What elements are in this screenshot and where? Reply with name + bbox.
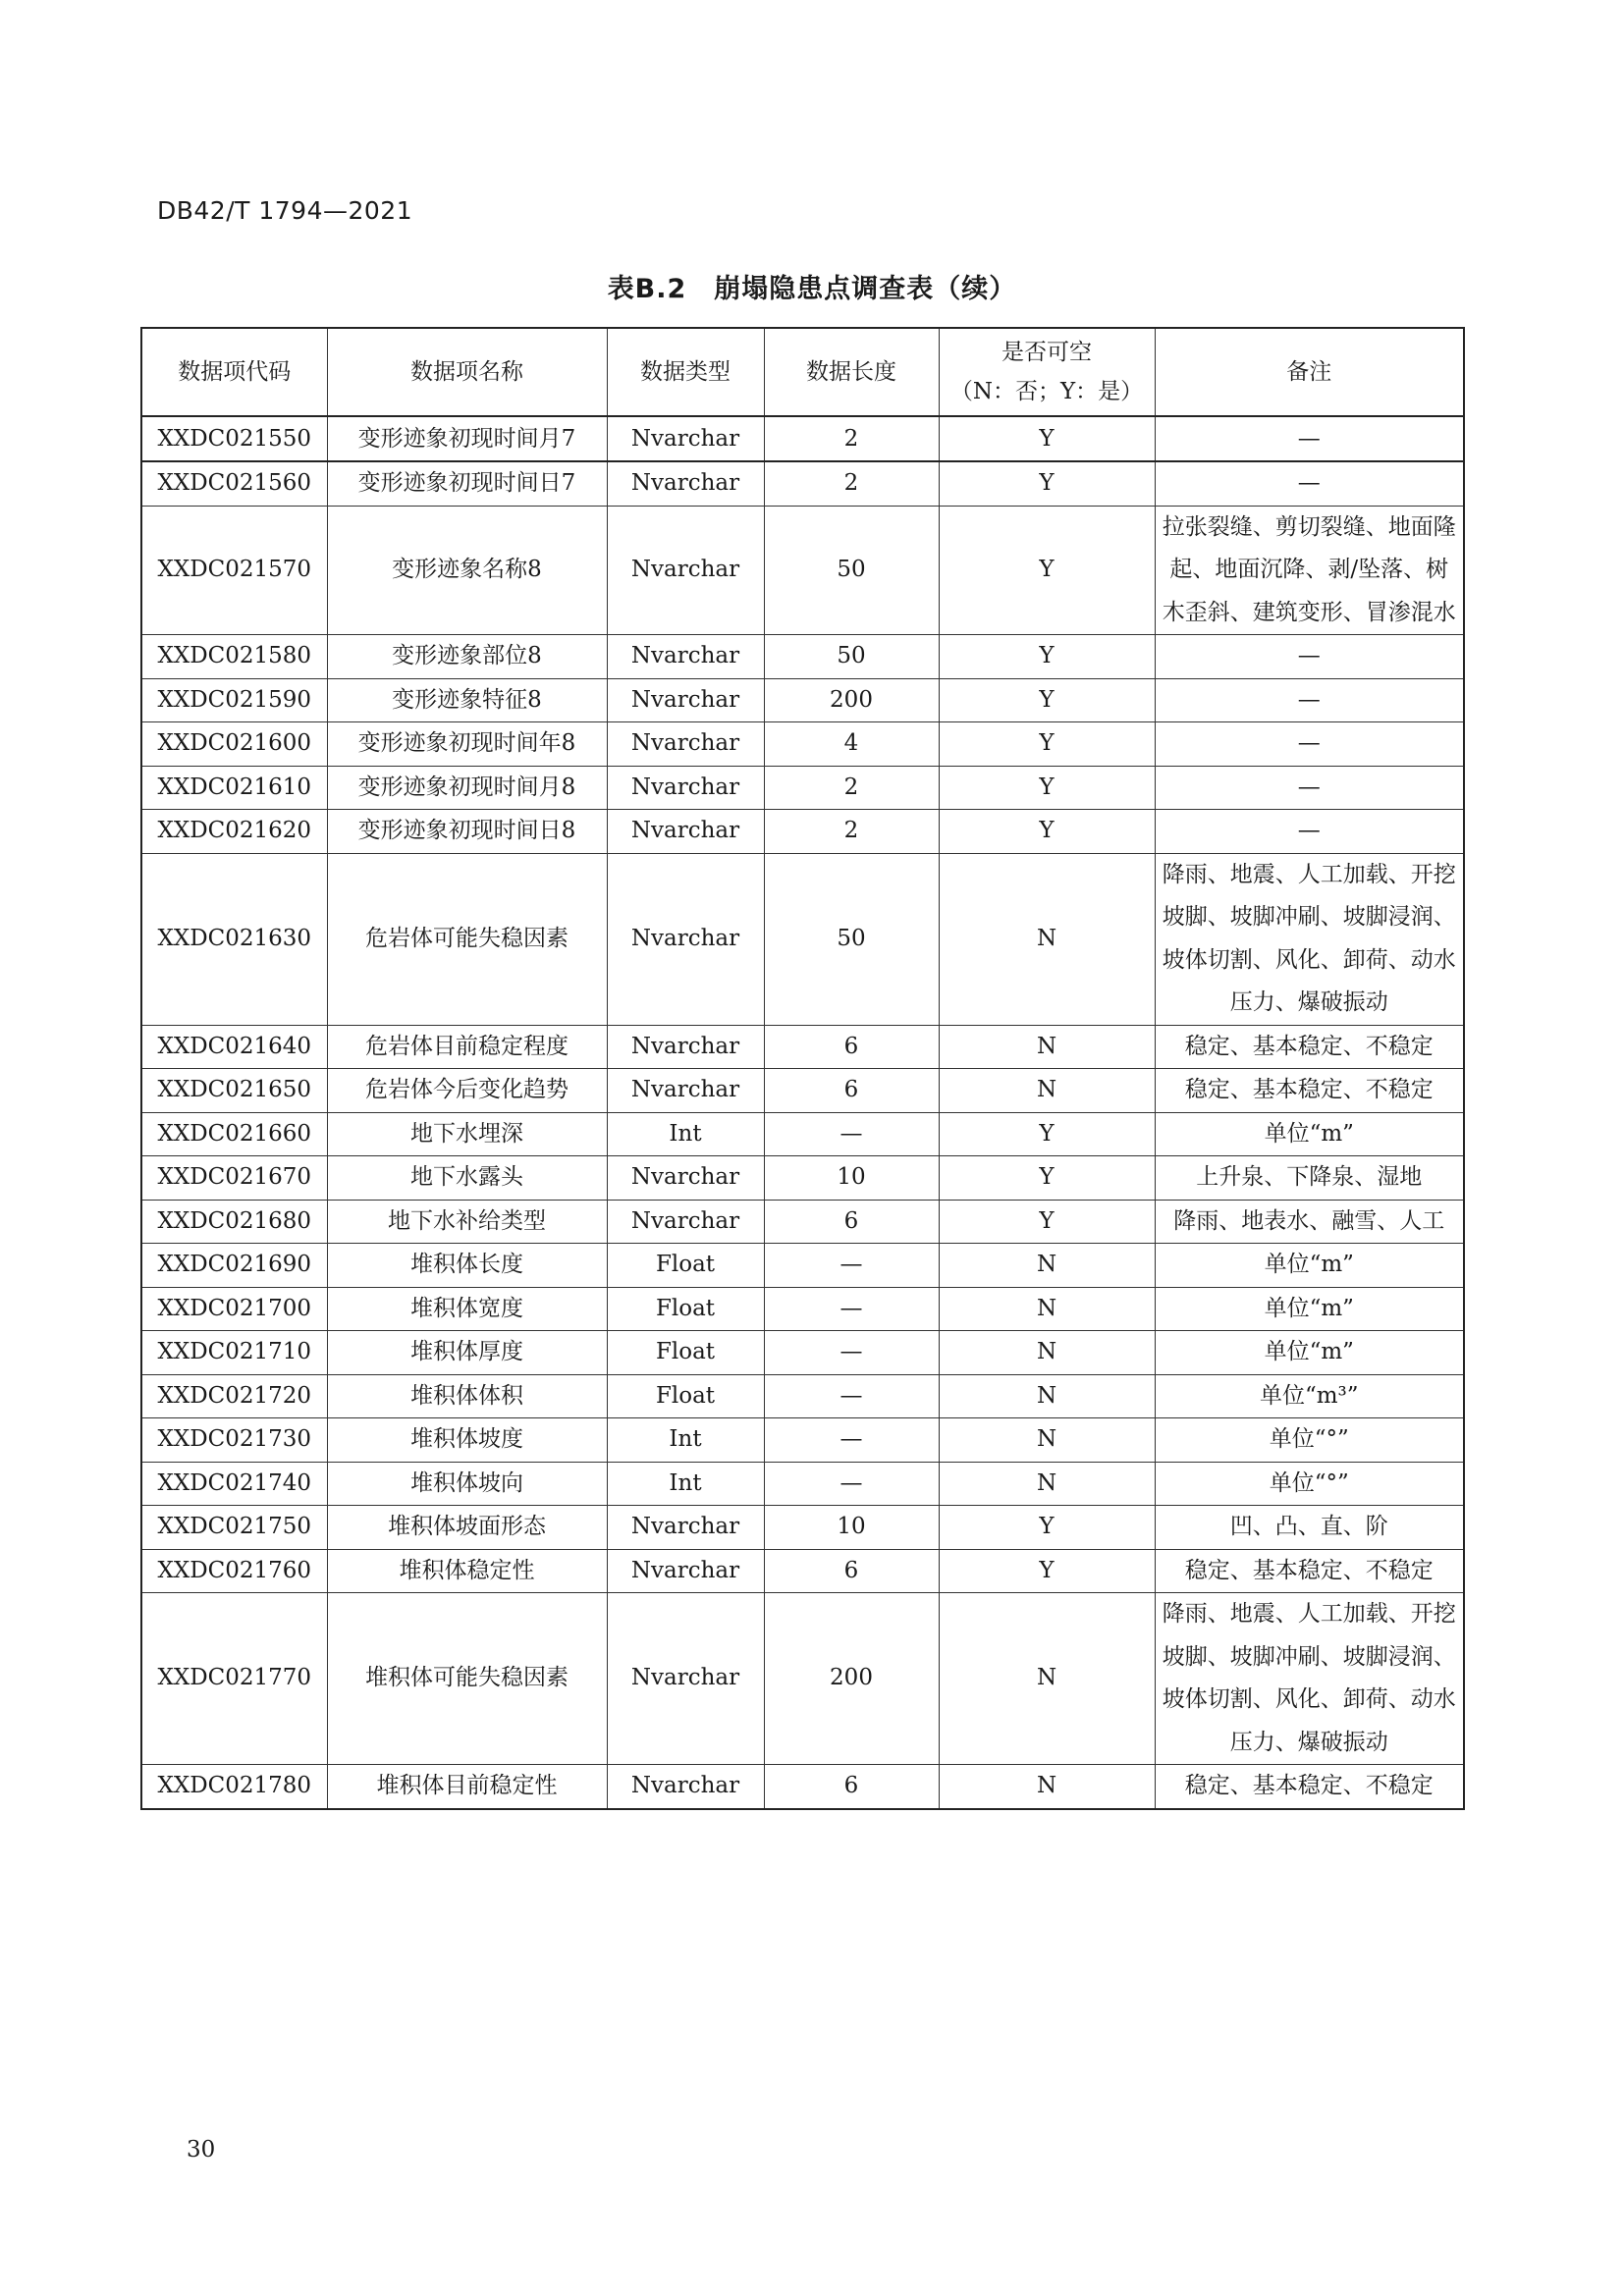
cell-name: 堆积体坡度 [327, 1418, 607, 1463]
cell-code: XXDC021630 [141, 853, 327, 1025]
cell-type: Nvarchar [607, 1593, 764, 1765]
cell-nullable: N [939, 1418, 1155, 1463]
table-row [141, 766, 1464, 810]
cell-name: 堆积体体积 [327, 1374, 607, 1418]
cell-note: 单位“m” [1155, 1287, 1464, 1331]
table-row [141, 1287, 1464, 1331]
cell-type: Nvarchar [607, 1200, 764, 1244]
cell-nullable: Y [939, 1112, 1155, 1156]
cell-name: 变形迹象初现时间日7 [327, 461, 607, 506]
cell-nullable: Y [939, 722, 1155, 767]
cell-code: XXDC021640 [141, 1025, 327, 1069]
cell-name: 堆积体目前稳定性 [327, 1765, 607, 1809]
cell-length: 2 [764, 461, 939, 506]
cell-nullable: Y [939, 461, 1155, 506]
cell-nullable: N [939, 1069, 1155, 1113]
cell-nullable: Y [939, 810, 1155, 854]
cell-note: 降雨、地震、人工加载、开挖坡脚、坡脚冲刷、坡脚浸润、坡体切割、风化、卸荷、动水压力、爆破振动 [1155, 1593, 1464, 1765]
cell-type: Nvarchar [607, 416, 764, 461]
cell-nullable: N [939, 1244, 1155, 1288]
cell-length: 4 [764, 722, 939, 767]
table-row [141, 1765, 1464, 1809]
header-code: 数据项代码 [141, 328, 327, 416]
cell-note: 凹、凸、直、阶 [1155, 1506, 1464, 1550]
cell-type: Int [607, 1418, 764, 1463]
cell-length: 6 [764, 1200, 939, 1244]
cell-name: 堆积体可能失稳因素 [327, 1593, 607, 1765]
cell-code: XXDC021570 [141, 506, 327, 635]
header-name: 数据项名称 [327, 328, 607, 416]
cell-length: 200 [764, 1593, 939, 1765]
cell-nullable: Y [939, 678, 1155, 722]
cell-type: Nvarchar [607, 678, 764, 722]
table-row [141, 722, 1464, 767]
cell-nullable: Y [939, 1549, 1155, 1593]
cell-length: 6 [764, 1025, 939, 1069]
cell-length: — [764, 1374, 939, 1418]
cell-note: 单位“°” [1155, 1418, 1464, 1463]
cell-name: 变形迹象初现时间日8 [327, 810, 607, 854]
cell-name: 堆积体稳定性 [327, 1549, 607, 1593]
cell-code: XXDC021580 [141, 635, 327, 679]
cell-note: — [1155, 810, 1464, 854]
cell-type: Int [607, 1112, 764, 1156]
cell-code: XXDC021730 [141, 1418, 327, 1463]
cell-length: — [764, 1244, 939, 1288]
cell-length: 2 [764, 766, 939, 810]
table-row [141, 416, 1464, 461]
table-row [141, 506, 1464, 635]
survey-table [140, 327, 1465, 1810]
cell-type: Nvarchar [607, 1069, 764, 1113]
cell-code: XXDC021660 [141, 1112, 327, 1156]
cell-type: Nvarchar [607, 1765, 764, 1809]
cell-code: XXDC021690 [141, 1244, 327, 1288]
cell-length: — [764, 1287, 939, 1331]
cell-code: XXDC021770 [141, 1593, 327, 1765]
table-row [141, 1156, 1464, 1201]
cell-nullable: N [939, 1287, 1155, 1331]
cell-code: XXDC021740 [141, 1462, 327, 1506]
cell-nullable: N [939, 1374, 1155, 1418]
cell-length: 6 [764, 1549, 939, 1593]
cell-name: 地下水补给类型 [327, 1200, 607, 1244]
cell-type: Nvarchar [607, 635, 764, 679]
cell-length: — [764, 1112, 939, 1156]
cell-length: 10 [764, 1156, 939, 1201]
document-code: DB42/T 1794—2021 [157, 196, 413, 225]
cell-nullable: N [939, 1593, 1155, 1765]
cell-code: XXDC021700 [141, 1287, 327, 1331]
cell-note: 降雨、地表水、融雪、人工 [1155, 1200, 1464, 1244]
cell-type: Nvarchar [607, 506, 764, 635]
cell-name: 变形迹象特征8 [327, 678, 607, 722]
cell-code: XXDC021720 [141, 1374, 327, 1418]
cell-length: 50 [764, 506, 939, 635]
cell-name: 堆积体厚度 [327, 1331, 607, 1375]
table-row [141, 1506, 1464, 1550]
cell-nullable: Y [939, 635, 1155, 679]
header-nullable [939, 328, 1155, 416]
cell-length: — [764, 1418, 939, 1463]
cell-name: 堆积体长度 [327, 1244, 607, 1288]
cell-name: 变形迹象初现时间年8 [327, 722, 607, 767]
table-row [141, 635, 1464, 679]
cell-note: 上升泉、下降泉、湿地 [1155, 1156, 1464, 1201]
cell-type: Nvarchar [607, 1025, 764, 1069]
cell-code: XXDC021550 [141, 416, 327, 461]
header-nullable-legend: （N：否；Y：是） [949, 379, 1144, 404]
table-title: 表B.2 崩塌隐患点调查表（续） [607, 274, 1017, 304]
cell-type: Nvarchar [607, 810, 764, 854]
cell-nullable: Y [939, 1506, 1155, 1550]
table-row [141, 461, 1464, 506]
cell-note: 稳定、基本稳定、不稳定 [1155, 1549, 1464, 1593]
cell-type: Nvarchar [607, 1549, 764, 1593]
cell-note: — [1155, 678, 1464, 722]
cell-name: 危岩体目前稳定程度 [327, 1025, 607, 1069]
cell-note: — [1155, 722, 1464, 767]
cell-type: Nvarchar [607, 853, 764, 1025]
cell-code: XXDC021600 [141, 722, 327, 767]
cell-type: Float [607, 1287, 764, 1331]
table-row [141, 1593, 1464, 1765]
cell-nullable: Y [939, 506, 1155, 635]
cell-length: 2 [764, 810, 939, 854]
cell-note: 单位“°” [1155, 1462, 1464, 1506]
cell-length: 50 [764, 635, 939, 679]
cell-type: Nvarchar [607, 1506, 764, 1550]
cell-nullable: N [939, 1025, 1155, 1069]
cell-note: — [1155, 416, 1464, 461]
cell-name: 变形迹象名称8 [327, 506, 607, 635]
cell-code: XXDC021750 [141, 1506, 327, 1550]
table-row [141, 1112, 1464, 1156]
cell-type: Float [607, 1374, 764, 1418]
cell-name: 堆积体坡向 [327, 1462, 607, 1506]
cell-nullable: N [939, 1765, 1155, 1809]
cell-name: 危岩体今后变化趋势 [327, 1069, 607, 1113]
cell-code: XXDC021710 [141, 1331, 327, 1375]
cell-code: XXDC021620 [141, 810, 327, 854]
header-type: 数据类型 [607, 328, 764, 416]
cell-note: 单位“m” [1155, 1244, 1464, 1288]
cell-type: Nvarchar [607, 461, 764, 506]
cell-code: XXDC021650 [141, 1069, 327, 1113]
table-row [141, 1462, 1464, 1506]
cell-type: Nvarchar [607, 1156, 764, 1201]
header-length: 数据长度 [764, 328, 939, 416]
cell-code: XXDC021610 [141, 766, 327, 810]
table-row [141, 1200, 1464, 1244]
cell-length: 10 [764, 1506, 939, 1550]
table-row [141, 1069, 1464, 1113]
cell-nullable: Y [939, 416, 1155, 461]
table-row [141, 1025, 1464, 1069]
cell-note: 拉张裂缝、剪切裂缝、地面隆起、地面沉降、剥/坠落、树木歪斜、建筑变形、冒渗混水 [1155, 506, 1464, 635]
cell-nullable: N [939, 853, 1155, 1025]
cell-code: XXDC021670 [141, 1156, 327, 1201]
cell-name: 堆积体坡面形态 [327, 1506, 607, 1550]
cell-type: Nvarchar [607, 722, 764, 767]
cell-nullable: Y [939, 1200, 1155, 1244]
cell-note: 单位“m” [1155, 1112, 1464, 1156]
cell-name: 变形迹象初现时间月7 [327, 416, 607, 461]
cell-length: 6 [764, 1765, 939, 1809]
cell-note: 稳定、基本稳定、不稳定 [1155, 1069, 1464, 1113]
cell-note: 单位“m³” [1155, 1374, 1464, 1418]
cell-length: — [764, 1331, 939, 1375]
cell-code: XXDC021680 [141, 1200, 327, 1244]
cell-length: 2 [764, 416, 939, 461]
cell-nullable: Y [939, 766, 1155, 810]
cell-note: 稳定、基本稳定、不稳定 [1155, 1025, 1464, 1069]
cell-code: XXDC021590 [141, 678, 327, 722]
cell-type: Float [607, 1331, 764, 1375]
table-row [141, 1549, 1464, 1593]
table-row [141, 853, 1464, 1025]
cell-name: 地下水埋深 [327, 1112, 607, 1156]
cell-note: 单位“m” [1155, 1331, 1464, 1375]
table-row [141, 1374, 1464, 1418]
table-row [141, 1418, 1464, 1463]
cell-name: 变形迹象初现时间月8 [327, 766, 607, 810]
cell-note: 降雨、地震、人工加载、开挖坡脚、坡脚冲刷、坡脚浸润、坡体切割、风化、卸荷、动水压力、爆破振动 [1155, 853, 1464, 1025]
cell-length: 50 [764, 853, 939, 1025]
table-row [141, 1244, 1464, 1288]
page-number: 30 [187, 2137, 216, 2163]
cell-note: 稳定、基本稳定、不稳定 [1155, 1765, 1464, 1809]
cell-nullable: N [939, 1331, 1155, 1375]
cell-type: Int [607, 1462, 764, 1506]
table-header-row [141, 328, 1464, 416]
cell-name: 危岩体可能失稳因素 [327, 853, 607, 1025]
cell-name: 变形迹象部位8 [327, 635, 607, 679]
cell-length: — [764, 1462, 939, 1506]
cell-length: 6 [764, 1069, 939, 1113]
table-row [141, 678, 1464, 722]
cell-note: — [1155, 635, 1464, 679]
cell-code: XXDC021560 [141, 461, 327, 506]
table-row [141, 810, 1464, 854]
cell-code: XXDC021780 [141, 1765, 327, 1809]
cell-nullable: N [939, 1462, 1155, 1506]
cell-name: 堆积体宽度 [327, 1287, 607, 1331]
cell-nullable: Y [939, 1156, 1155, 1201]
cell-note: — [1155, 461, 1464, 506]
cell-type: Nvarchar [607, 766, 764, 810]
cell-type: Float [607, 1244, 764, 1288]
header-note: 备注 [1155, 328, 1464, 416]
cell-name: 地下水露头 [327, 1156, 607, 1201]
table-body [141, 416, 1464, 1809]
cell-length: 200 [764, 678, 939, 722]
table-row [141, 1331, 1464, 1375]
cell-note: — [1155, 766, 1464, 810]
header-nullable-title: 是否可空 [1001, 340, 1092, 365]
cell-code: XXDC021760 [141, 1549, 327, 1593]
